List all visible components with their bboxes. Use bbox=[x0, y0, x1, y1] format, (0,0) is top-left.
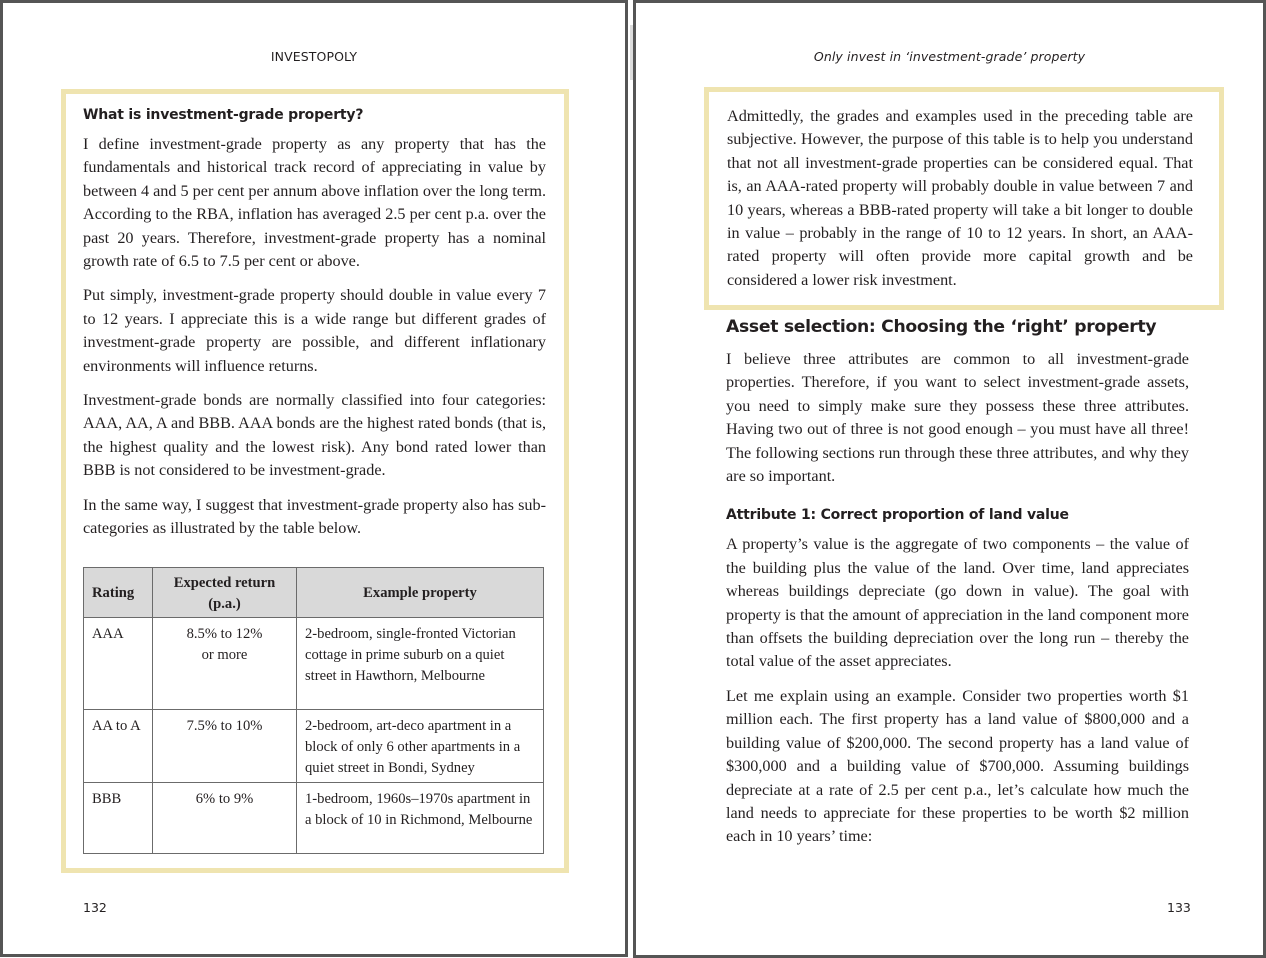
paragraph: I define investment-grade property as any property that has the fundamentals and historical track record of appreciating in value by between 4 and 5 per cent per annum above inflation over the long term. According to the RBA, inflation has averaged 2.5 per cent p.a. over the past 20 years. Therefore, investment-grade property has a nominal growth rate of 6.5 to 7.5 per cent or above. bbox=[83, 135, 546, 271]
cell-rating: BBB bbox=[84, 782, 153, 853]
table-header-row bbox=[84, 567, 544, 617]
header-example-property: Example property bbox=[297, 567, 544, 617]
cell-example: 2-bedroom, single-fronted Victorian cottage in prime suburb on a quiet street in Hawthorn, Melbourne bbox=[297, 617, 544, 709]
cell-return: 7.5% to 10% bbox=[153, 709, 297, 782]
main-text-column bbox=[726, 317, 1189, 860]
page-number-right: 133 bbox=[1167, 900, 1191, 915]
section-heading: Asset selection: Choosing the ‘right’ property bbox=[726, 317, 1157, 337]
cell-return: 6% to 9% bbox=[153, 782, 297, 853]
paragraph: Let me explain using an example. Consider two properties worth $1 million each. The first property has a land value of $800,000 and a building value of $200,000. The second property has a land value of $300,000 and a building value of $700,000. Assuming buildings depreciate at a rate of 2.5 per cent p.a., let’s calculate how much the land needs to appreciate for these properties to be worth $2 million each in 10 years’ time: bbox=[726, 686, 1189, 846]
right-page bbox=[633, 0, 1266, 958]
cell-example: 1-bedroom, 1960s–1970s apartment in a block of 10 in Richmond, Melbourne bbox=[297, 782, 544, 853]
table-row bbox=[84, 617, 544, 709]
paragraph: Investment-grade bonds are normally classified into four categories: AAA, AA, A and BBB. AAA bonds are the highest rated bonds (that is, the highest quality and the lowest risk). Any bond rated lower than BBB is not considered to be investment-grade. bbox=[83, 391, 546, 480]
subheading: Attribute 1: Correct proportion of land value bbox=[726, 507, 1069, 524]
box-title: What is investment-grade property? bbox=[83, 107, 364, 123]
running-head-left: INVESTOPOLY bbox=[270, 49, 358, 64]
cell-example: 2-bedroom, art-deco apartment in a block of only 6 other apartments in a quiet street in Bondi, Sydney bbox=[297, 709, 544, 782]
property-grades-table bbox=[83, 567, 544, 854]
table-row bbox=[84, 782, 544, 853]
running-head-right: Only invest in ‘investment-grade’ property bbox=[813, 49, 1086, 64]
paragraph: In the same way, I suggest that investment-grade property also has sub-categories as illustrated by the table below. bbox=[83, 495, 546, 538]
left-page bbox=[0, 0, 628, 957]
page-number-left: 132 bbox=[83, 900, 107, 915]
table-row bbox=[84, 709, 544, 782]
paragraph: Put simply, investment-grade property should double in value every 7 to 12 years. I appreciate this is a wide range but different grades of investment-grade property are possible, and different inflationary environments will influence returns. bbox=[83, 286, 546, 375]
paragraph: I believe three attributes are common to all investment-grade properties. Therefore, if you want to select investment-grade assets, you need to simply make sure they possess these three attributes. Having two out of three is not good enough – you must have all three! The following sections run through these three attributes, and why they are so important. bbox=[726, 350, 1189, 486]
cell-return: 8.5% to 12% or more bbox=[153, 617, 297, 709]
investment-grade-sidebar-box bbox=[61, 89, 569, 873]
header-expected-return: Expected return (p.a.) bbox=[153, 567, 297, 617]
cell-rating: AAA bbox=[84, 617, 153, 709]
note-box bbox=[704, 87, 1224, 310]
cell-rating: AA to A bbox=[84, 709, 153, 782]
paragraph: A property’s value is the aggregate of two components – the value of the building plus the value of the land. Over time, land appreciates whereas buildings depreciate (go down in value). The goal with property is that the amount of appreciation in the land component more than offsets the building depreciation over the long run – thereby the total value of the asset appreciates. bbox=[726, 535, 1189, 671]
header-rating: Rating bbox=[84, 567, 153, 617]
note-paragraph: Admittedly, the grades and examples used in the preceding table are subjective. However, the purpose of this table is to help you understand that not all investment-grade properties can be considered equal. That is, an AAA-rated property will probably double in value between 7 and 10 years, whereas a BBB-rated property will take a bit longer to double in value – probably in the range of 10 to 12 years. In short, an AAA-rated property will often provide more capital growth and be considered a lower risk investment. bbox=[727, 107, 1193, 289]
